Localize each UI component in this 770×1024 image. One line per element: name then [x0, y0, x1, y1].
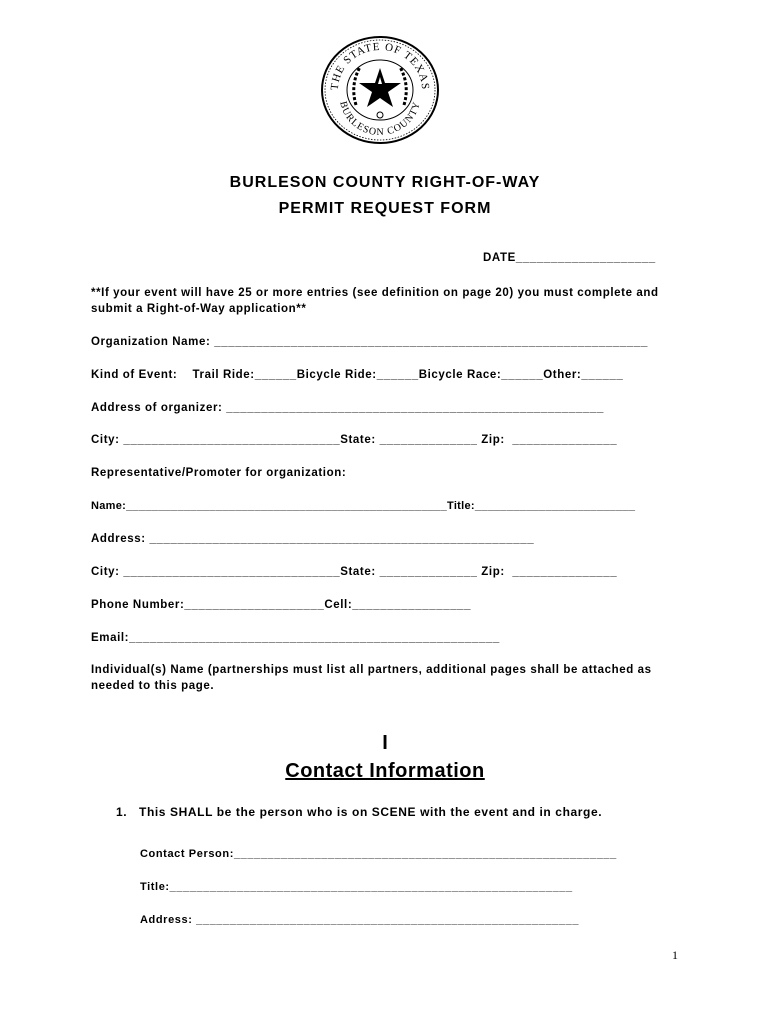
section-numeral: I — [382, 732, 388, 754]
name-title-field[interactable]: Name:__________________________________________________Title:_________________________ — [91, 500, 636, 512]
star-icon — [359, 68, 401, 107]
email-field[interactable]: Email:_____________________________________________________ — [91, 632, 500, 644]
seal-text-bottom: BURLESON COUNTY — [337, 100, 423, 139]
representative-heading: Representative/Promoter for organization: — [91, 467, 347, 479]
contact-address-field[interactable]: Address: _________________________________________________________ — [140, 914, 580, 926]
phone-cell-field[interactable]: Phone Number:____________________Cell:_________________ — [91, 599, 472, 611]
form-title-line2: PERMIT REQUEST FORM — [278, 200, 492, 217]
burleson-county-seal — [320, 35, 440, 145]
contact-person-field[interactable]: Contact Person:_________________________________________________________ — [140, 848, 617, 860]
section-item-1: 1. This SHALL be the person who is on SCENE with the event and in charge. — [116, 805, 603, 819]
section-heading — [0, 760, 770, 783]
section-heading-text: Contact Information — [285, 760, 485, 782]
individuals-line1: Individual(s) Name (partnerships must list all partners, additional pages shall be attached as — [91, 664, 652, 676]
form-title-line1: BURLESON COUNTY RIGHT-OF-WAY — [229, 174, 541, 191]
kind-of-event-field[interactable]: Kind of Event: Trail Ride:______Bicycle Ride:______Bicycle Race:______Other:______ — [91, 369, 624, 381]
address-of-organizer-field[interactable]: Address of organizer: ______________________________________________________ — [91, 402, 605, 414]
rep-city-state-zip-field[interactable]: City: _______________________________State: ______________ Zip: _______________ — [91, 566, 618, 578]
seal-text-top: THE STATE OF TEXAS — [328, 40, 432, 91]
page-number: 1 — [672, 948, 678, 962]
address-field[interactable]: Address: _______________________________________________________ — [91, 533, 535, 545]
notice-line2: submit a Right-of-Way application** — [91, 303, 307, 315]
notice-line1: **If your event will have 25 or more entries (see definition on page 20) you must complete and — [91, 287, 659, 299]
individuals-line2: needed to this page. — [91, 680, 215, 692]
organization-name-field[interactable]: Organization Name: ______________________________________________________________ — [91, 336, 648, 348]
date-field[interactable]: DATE____________________ — [483, 252, 656, 264]
city-state-zip-field[interactable]: City: _______________________________State: ______________ Zip: _______________ — [91, 434, 618, 446]
contact-title-field[interactable]: Title:____________________________________________________________ — [140, 881, 573, 893]
